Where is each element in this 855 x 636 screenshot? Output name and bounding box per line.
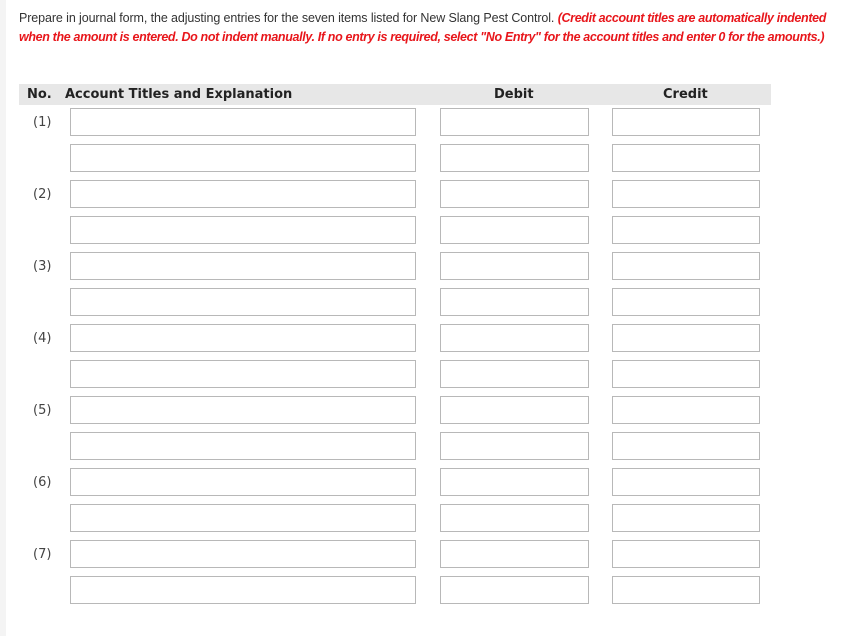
account-title-input[interactable]	[70, 468, 416, 496]
debit-input[interactable]	[440, 432, 589, 460]
account-title-input[interactable]	[70, 432, 416, 460]
instructions-text: Prepare in journal form, the adjusting entries for the seven items listed for New Slang Pest Control.	[19, 11, 555, 25]
debit-input[interactable]	[440, 324, 589, 352]
account-title-input[interactable]	[70, 108, 416, 136]
account-title-input[interactable]	[70, 144, 416, 172]
credit-input[interactable]	[612, 396, 760, 424]
entry-number: (3)	[33, 259, 52, 274]
debit-input[interactable]	[440, 288, 589, 316]
header-debit: Debit	[494, 87, 534, 102]
entry-1-line-2	[0, 144, 855, 174]
debit-input[interactable]	[440, 504, 589, 532]
debit-input[interactable]	[440, 360, 589, 388]
debit-input[interactable]	[440, 468, 589, 496]
debit-input[interactable]	[440, 252, 589, 280]
entry-4-line-1	[0, 324, 855, 354]
entry-number: (7)	[33, 547, 52, 562]
credit-input[interactable]	[612, 432, 760, 460]
entry-number: (4)	[33, 331, 52, 346]
account-title-input[interactable]	[70, 288, 416, 316]
entry-5-line-2	[0, 432, 855, 462]
debit-input[interactable]	[440, 576, 589, 604]
entry-3-line-2	[0, 288, 855, 318]
entry-2-line-1	[0, 180, 855, 210]
account-title-input[interactable]	[70, 396, 416, 424]
credit-input[interactable]	[612, 288, 760, 316]
credit-input[interactable]	[612, 324, 760, 352]
entry-4-line-2	[0, 360, 855, 390]
credit-input[interactable]	[612, 252, 760, 280]
credit-input[interactable]	[612, 180, 760, 208]
debit-input[interactable]	[440, 180, 589, 208]
account-title-input[interactable]	[70, 576, 416, 604]
entry-number: (1)	[33, 115, 52, 130]
entry-7-line-1	[0, 540, 855, 570]
account-title-input[interactable]	[70, 540, 416, 568]
credit-input[interactable]	[612, 360, 760, 388]
account-title-input[interactable]	[70, 180, 416, 208]
entry-6-line-2	[0, 504, 855, 534]
entry-number: (5)	[33, 403, 52, 418]
header-account-titles: Account Titles and Explanation	[65, 87, 293, 102]
debit-input[interactable]	[440, 144, 589, 172]
credit-input[interactable]	[612, 108, 760, 136]
entry-3-line-1	[0, 252, 855, 282]
entry-5-line-1	[0, 396, 855, 426]
credit-input[interactable]	[612, 468, 760, 496]
debit-input[interactable]	[440, 396, 589, 424]
account-title-input[interactable]	[70, 216, 416, 244]
entry-number: (6)	[33, 475, 52, 490]
debit-input[interactable]	[440, 108, 589, 136]
credit-input[interactable]	[612, 540, 760, 568]
credit-input[interactable]	[612, 216, 760, 244]
entry-7-line-2	[0, 576, 855, 606]
account-title-input[interactable]	[70, 324, 416, 352]
entry-1-line-1	[0, 108, 855, 138]
instructions-note: (Credit account titles are automatically indented when the amount is entered. Do not indent manually. If no entry is required, select "No Entry" for the account titles and enter 0 for the amounts.)	[19, 11, 827, 44]
credit-input[interactable]	[612, 144, 760, 172]
debit-input[interactable]	[440, 216, 589, 244]
header-no: No.	[27, 87, 52, 102]
debit-input[interactable]	[440, 540, 589, 568]
entry-2-line-2	[0, 216, 855, 246]
credit-input[interactable]	[612, 576, 760, 604]
account-title-input[interactable]	[70, 504, 416, 532]
table-header	[19, 84, 771, 105]
entry-6-line-1	[0, 468, 855, 498]
header-credit: Credit	[663, 87, 708, 102]
account-title-input[interactable]	[70, 360, 416, 388]
credit-input[interactable]	[612, 504, 760, 532]
instructions	[19, 9, 834, 47]
account-title-input[interactable]	[70, 252, 416, 280]
entry-number: (2)	[33, 187, 52, 202]
